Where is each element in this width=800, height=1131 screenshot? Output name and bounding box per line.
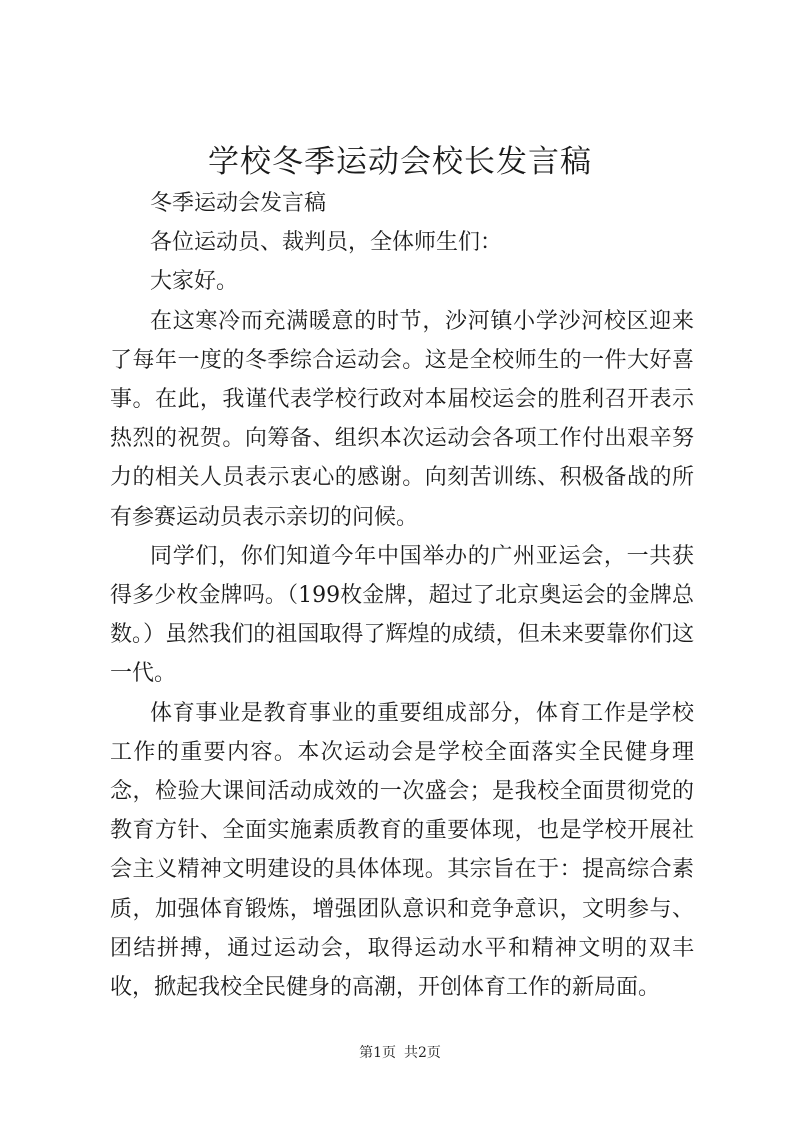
body-paragraph: 在这寒冷而充满暖意的时节，沙河镇小学沙河校区迎来了每年一度的冬季综合运动会。这是全校师生的一件大好喜事。在此，我谨代表学校行政对本届校运会的胜利召开表示热烈的祝贺。向筹备、组织本次运动会各项工作付出艰辛努力的相关人员表示衷心的感谢。向刻苦训练、积极备战的所有参赛运动员表示亲切的问候。 [110, 308, 694, 530]
page-total: 共2页 [404, 1045, 441, 1061]
body-paragraph: 体育事业是教育事业的重要组成部分，体育工作是学校工作的重要内容。本次运动会是学校全面落实全民健身理念，检验大课间活动成效的一次盛会；是我校全面贯彻党的教育方针、全面实施素质教育的重要体现，也是学校开展社会主义精神文明建设的具体体现。其宗旨在于：提高综合素质，加强体育锻炼，增强团队意识和竞争意识，文明参与、团结拼搏，通过运动会，取得运动水平和精神文明的双丰收，掀起我校全民健身的高潮，开创体育工作的新局面。 [110, 700, 694, 1001]
document-title: 学校冬季运动会校长发言稿 [208, 144, 592, 180]
salutation-paragraph: 各位运动员、裁判员，全体师生们： [150, 230, 503, 256]
subtitle-paragraph: 冬季运动会发言稿 [150, 191, 327, 216]
body-paragraph: 同学们，你们知道今年中国举办的广州亚运会，一共获得多少枚金牌吗。（199枚金牌，超过了北京奥运会的金牌总数。）虽然我们的祖国取得了辉煌的成绩，但未来要靠你们这一代。 [110, 543, 694, 687]
page-footer [0, 1043, 800, 1063]
page-number: 第1页 [359, 1045, 396, 1061]
greeting-paragraph: 大家好。 [150, 269, 239, 295]
document-body [110, 184, 694, 1007]
